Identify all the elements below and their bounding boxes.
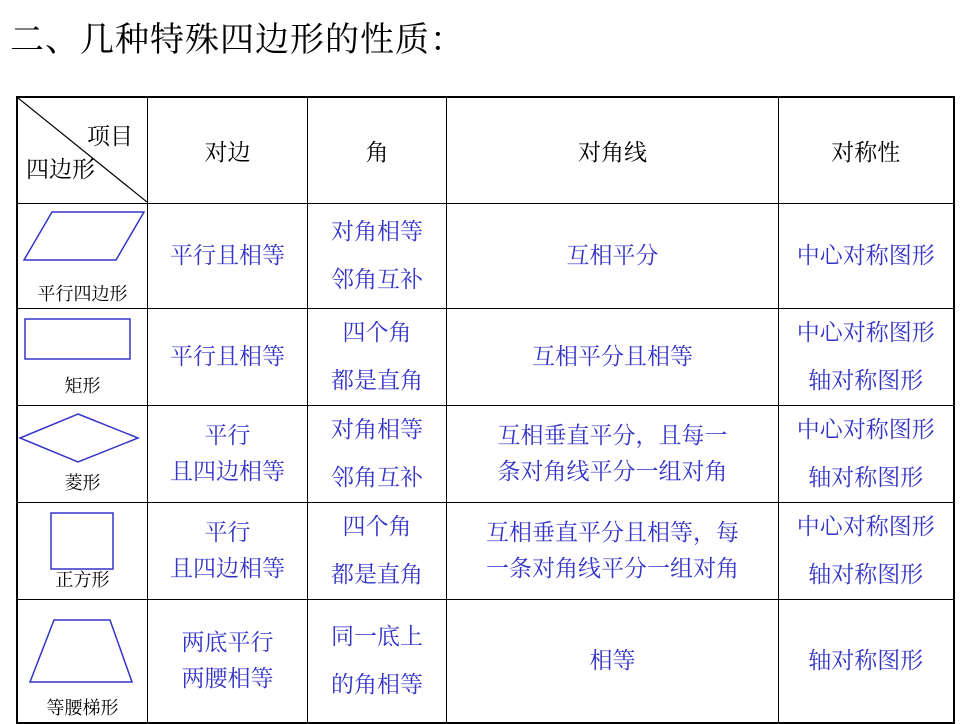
header-diagonals: 对角线	[447, 97, 779, 203]
shape-cell	[17, 203, 148, 308]
sides-line: 两底平行	[181, 629, 274, 656]
sides-line: 平行	[204, 519, 251, 546]
sides-cell	[148, 599, 308, 723]
symmetry-cell	[779, 599, 954, 723]
symmetry-line: 轴对称图形	[808, 367, 924, 394]
diagonals-line: 互相垂直平分且相等，每	[486, 519, 739, 546]
table-row	[17, 502, 954, 599]
angles-cell	[308, 405, 447, 502]
angles-line: 邻角互补	[331, 266, 423, 293]
sides-line: 且四边相等	[170, 458, 285, 485]
corner-label-item: 项目	[87, 124, 133, 151]
sides-cell	[148, 405, 308, 502]
angles-cell	[308, 599, 447, 723]
header-symmetry: 对称性	[779, 97, 954, 203]
angles-line: 四个角	[342, 513, 412, 540]
header-sides: 对边	[148, 97, 308, 203]
diagonals-line: 条对角线平分一组对角	[497, 458, 728, 485]
table-row	[17, 308, 954, 405]
sides-line: 平行且相等	[170, 343, 285, 370]
diagonals-cell	[447, 599, 779, 723]
angles-cell	[308, 203, 447, 308]
angles-line: 的角相等	[331, 671, 423, 698]
angles-line: 同一底上	[331, 623, 423, 650]
shape-name: 等腰梯形	[46, 697, 119, 719]
table-row	[17, 599, 954, 723]
sides-cell	[148, 308, 308, 405]
symmetry-line: 中心对称图形	[796, 513, 935, 540]
quadrilateral-properties-table	[16, 96, 955, 724]
sides-line: 两腰相等	[181, 665, 274, 692]
angles-line: 四个角	[342, 319, 412, 346]
symmetry-cell	[779, 203, 954, 308]
angles-line: 邻角互补	[331, 464, 423, 491]
angles-line: 对角相等	[331, 218, 423, 245]
symmetry-line: 轴对称图形	[808, 647, 924, 674]
shape-cell	[17, 405, 148, 502]
symmetry-line: 中心对称图形	[796, 242, 935, 269]
shape-name: 矩形	[64, 376, 101, 397]
symmetry-line: 中心对称图形	[796, 416, 935, 443]
angles-line: 都是直角	[331, 367, 423, 394]
diagonals-line: 互相垂直平分，且每一	[497, 422, 728, 449]
sides-line: 平行且相等	[170, 242, 285, 269]
sides-line: 平行	[204, 422, 251, 449]
corner-label-quadrilateral: 四边形	[26, 157, 95, 184]
shape-name: 平行四边形	[37, 283, 128, 305]
diagonals-cell	[447, 308, 779, 405]
table-row	[17, 405, 954, 502]
symmetry-line: 轴对称图形	[808, 464, 924, 491]
symmetry-cell	[779, 502, 954, 599]
diagonals-cell	[447, 405, 779, 502]
symmetry-cell	[779, 308, 954, 405]
shape-name: 正方形	[55, 569, 110, 591]
header-row	[17, 97, 954, 203]
table-row	[17, 203, 954, 308]
diagonals-cell	[447, 203, 779, 308]
shape-name: 菱形	[64, 473, 101, 494]
header-angles: 角	[308, 97, 447, 203]
page-title: 二、几种特殊四边形的性质：	[10, 20, 465, 60]
symmetry-cell	[779, 405, 954, 502]
diagonals-line: 一条对角线平分一组对角	[486, 555, 739, 582]
diagonals-cell	[447, 502, 779, 599]
shape-cell	[17, 599, 148, 723]
angles-line: 对角相等	[331, 416, 423, 443]
angles-cell	[308, 308, 447, 405]
diagonals-line: 互相平分且相等	[532, 343, 693, 370]
shape-cell	[17, 308, 148, 405]
angles-cell	[308, 502, 447, 599]
sides-cell	[148, 502, 308, 599]
diagonals-line: 互相平分	[566, 242, 659, 269]
symmetry-line: 中心对称图形	[796, 319, 935, 346]
corner-header-cell	[17, 97, 148, 203]
symmetry-line: 轴对称图形	[808, 561, 924, 588]
sides-line: 且四边相等	[170, 555, 285, 582]
shape-cell	[17, 502, 148, 599]
angles-line: 都是直角	[331, 561, 423, 588]
diagonals-line: 相等	[589, 647, 636, 674]
sides-cell	[148, 203, 308, 308]
